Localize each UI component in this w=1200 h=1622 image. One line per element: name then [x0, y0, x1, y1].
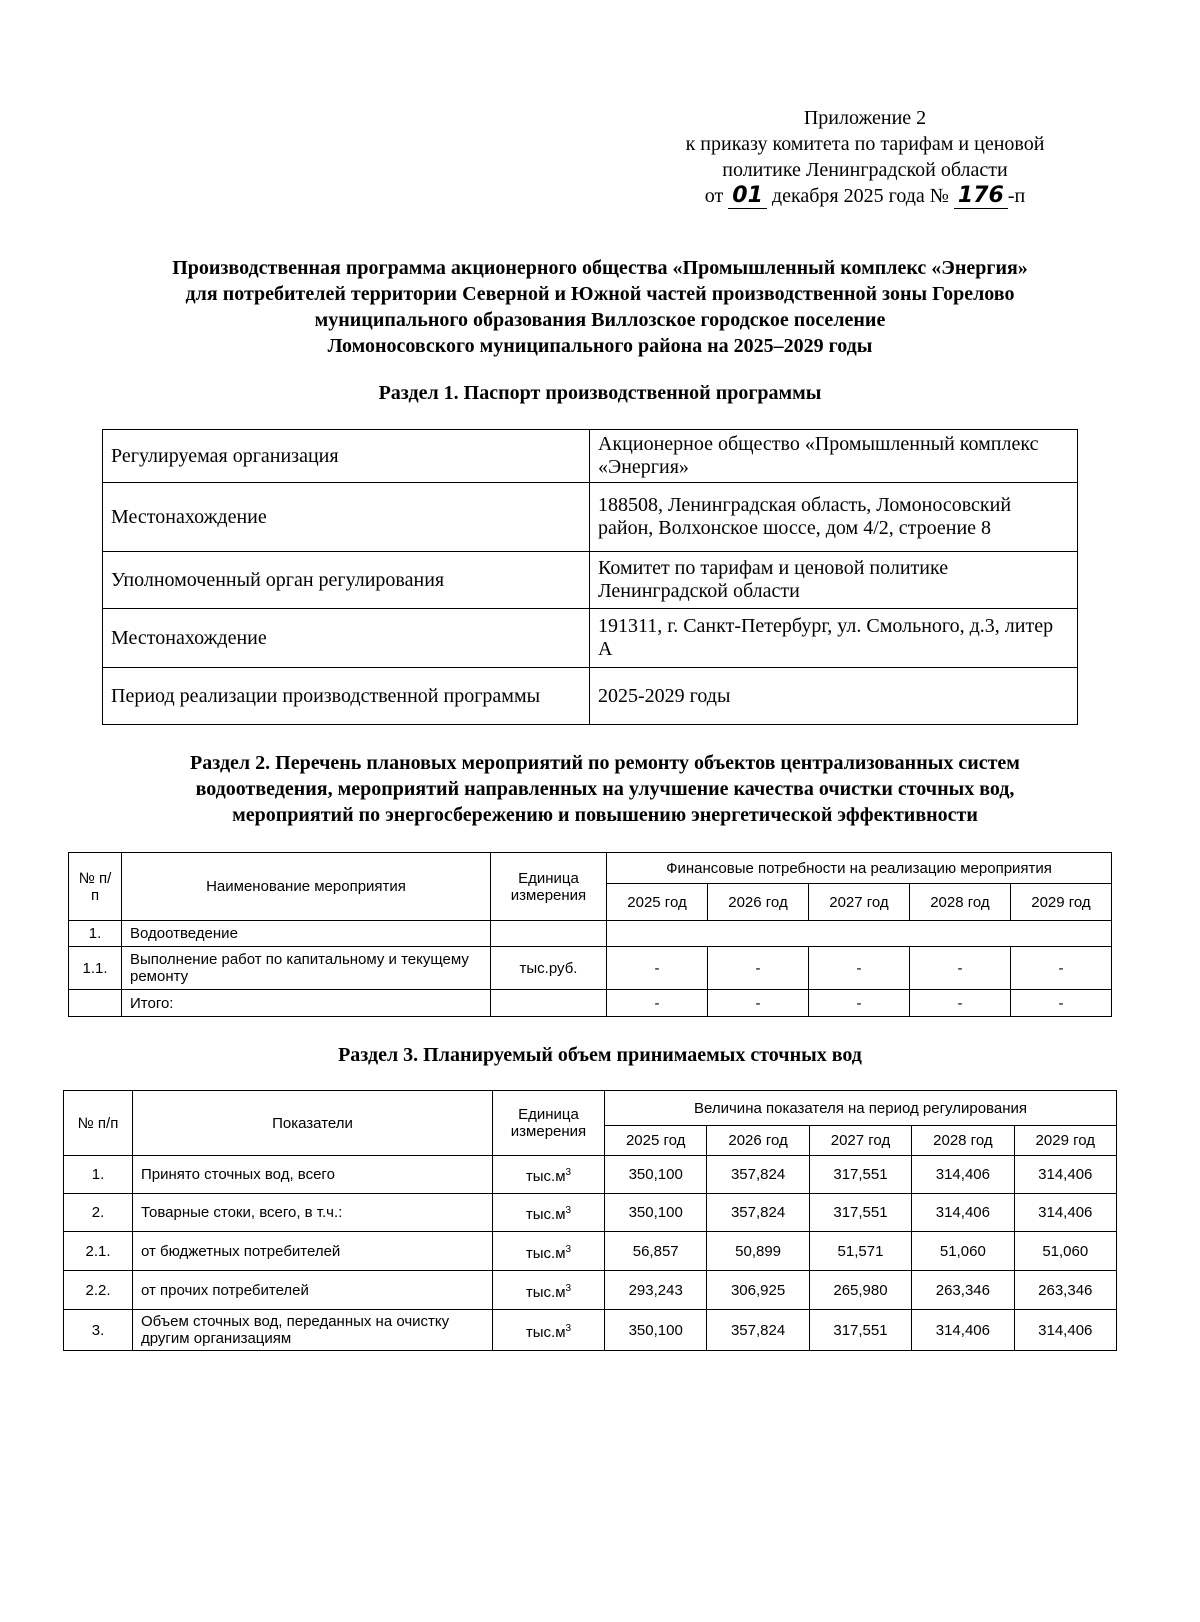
- table-row: [64, 1194, 1117, 1232]
- row-value: -: [808, 990, 909, 1017]
- header-year: 2027 год: [808, 884, 909, 921]
- table-row: [64, 1232, 1117, 1271]
- handwritten-day: 01: [728, 183, 767, 209]
- passport-value: Комитет по тарифам и ценовой политике Ленинградской области: [590, 552, 1078, 609]
- row-empty: [607, 921, 1112, 947]
- row-value: 293,243: [605, 1271, 707, 1310]
- heading-line: водоотведения, мероприятий направленных на улучшение качества очистки сточных вод,: [195, 778, 1015, 800]
- row-value: 263,346: [912, 1271, 1014, 1310]
- header-row: [64, 1091, 1117, 1126]
- row-value: -: [607, 947, 708, 990]
- passport-label: Уполномоченный орган регулирования: [103, 552, 590, 609]
- row-value: 357,824: [707, 1310, 809, 1351]
- row-unit: [491, 921, 607, 947]
- passport-table: [102, 429, 1078, 725]
- row-value: 314,406: [912, 1156, 1014, 1194]
- header-name: Показатели: [133, 1091, 493, 1156]
- row-num: 1.1.: [69, 947, 122, 990]
- row-value: 56,857: [605, 1232, 707, 1271]
- title-line: Производственная программа акционерного общества «Промышленный комплекс «Энергия»: [172, 257, 1028, 279]
- row-value: 317,551: [809, 1156, 911, 1194]
- row-value: 314,406: [1014, 1310, 1116, 1351]
- table-row: [64, 1156, 1117, 1194]
- row-value: 265,980: [809, 1271, 911, 1310]
- header-year: 2029 год: [1010, 884, 1111, 921]
- passport-value: 2025-2029 годы: [590, 668, 1078, 725]
- row-value: 317,551: [809, 1310, 911, 1351]
- header-year: 2027 год: [809, 1126, 911, 1156]
- row-unit: $тыс.м^3$: [493, 1194, 605, 1232]
- appendix-line: к приказу комитета по тарифам и ценовой: [685, 133, 1045, 155]
- passport-value: Акционерное общество «Промышленный комплекс «Энергия»: [590, 430, 1078, 483]
- row-value: 306,925: [707, 1271, 809, 1310]
- section3-heading: Раздел 3. Планируемый объем принимаемых сточных вод: [338, 1044, 862, 1066]
- table-row: [69, 947, 1112, 990]
- row-value: -: [909, 990, 1010, 1017]
- header-year: 2025 год: [605, 1126, 707, 1156]
- header-year: 2025 год: [607, 884, 708, 921]
- header-year: 2029 год: [1014, 1126, 1116, 1156]
- row-name: Водоотведение: [122, 921, 491, 947]
- row-name: Итого:: [122, 990, 491, 1017]
- title-line: для потребителей территории Северной и Южной частей производственной зоны Горелово: [185, 283, 1015, 305]
- heading-line: мероприятий по энергосбережению и повышению энергетической эффективности: [232, 804, 978, 826]
- row-unit: $тыс.м^3$: [493, 1232, 605, 1271]
- table-row: [64, 1271, 1117, 1310]
- row-value: 51,060: [1014, 1232, 1116, 1271]
- row-value: 51,060: [912, 1232, 1014, 1271]
- document-title: [60, 255, 1140, 359]
- row-name: Принято сточных вод, всего: [133, 1156, 493, 1194]
- passport-row: [103, 552, 1078, 609]
- row-value: 314,406: [912, 1310, 1014, 1351]
- passport-row: [103, 668, 1078, 725]
- order-date-line: [640, 183, 1090, 209]
- row-value: 50,899: [707, 1232, 809, 1271]
- row-value: 314,406: [912, 1194, 1014, 1232]
- row-num: 2.1.: [64, 1232, 133, 1271]
- appendix-header: [640, 105, 1090, 209]
- table-row: [69, 921, 1112, 947]
- number-suffix: -п: [1007, 185, 1026, 207]
- header-group: Величина показателя на период регулирования: [605, 1091, 1117, 1126]
- row-value: 357,824: [707, 1156, 809, 1194]
- row-value: -: [808, 947, 909, 990]
- row-value: -: [607, 990, 708, 1017]
- header-group: Финансовые потребности на реализацию мероприятия: [607, 853, 1112, 884]
- row-value: 350,100: [605, 1310, 707, 1351]
- row-value: 314,406: [1014, 1194, 1116, 1232]
- header-unit: Единица измерения: [493, 1091, 605, 1156]
- row-value: -: [707, 947, 808, 990]
- heading-line: Раздел 2. Перечень плановых мероприятий по ремонту объектов централизованных систем: [190, 752, 1020, 774]
- passport-value: 191311, г. Санкт-Петербург, ул. Смольного, д.3, литер А: [590, 609, 1078, 668]
- row-value: 51,571: [809, 1232, 911, 1271]
- passport-row: [103, 483, 1078, 552]
- row-value: 317,551: [809, 1194, 911, 1232]
- passport-label: Местонахождение: [103, 609, 590, 668]
- row-num: 1.: [69, 921, 122, 947]
- row-value: 314,406: [1014, 1156, 1116, 1194]
- unit-superscript: 3: [565, 1282, 572, 1294]
- section2-heading: [60, 750, 1150, 828]
- row-name: Объем сточных вод, переданных на очистку другим организациям: [133, 1310, 493, 1351]
- row-name: от бюджетных потребителей: [133, 1232, 493, 1271]
- passport-row: [103, 430, 1078, 483]
- passport-label: Период реализации производственной программы: [103, 668, 590, 725]
- row-num: 3.: [64, 1310, 133, 1351]
- header-unit: Единица измерения: [491, 853, 607, 921]
- wastewater-volume-table: [63, 1090, 1117, 1351]
- table-row: [64, 1310, 1117, 1351]
- passport-label: Местонахождение: [103, 483, 590, 552]
- header-name: Наименование мероприятия: [122, 853, 491, 921]
- appendix-line: политике Ленинградской области: [722, 159, 1008, 181]
- row-name: Выполнение работ по капитальному и текущему ремонту: [122, 947, 491, 990]
- row-value: 357,824: [707, 1194, 809, 1232]
- date-middle: декабря 2025 года №: [771, 185, 949, 207]
- row-value: -: [707, 990, 808, 1017]
- row-value: 350,100: [605, 1156, 707, 1194]
- table-row: [69, 990, 1112, 1017]
- activities-table: [68, 852, 1112, 1017]
- header-num: № п/п: [64, 1091, 133, 1156]
- row-unit: тыс.руб.: [491, 947, 607, 990]
- row-unit: $тыс.м^3$: [493, 1310, 605, 1351]
- header-year: 2028 год: [912, 1126, 1014, 1156]
- row-unit: $тыс.м^3$: [493, 1156, 605, 1194]
- section1-heading: Раздел 1. Паспорт производственной программы: [378, 382, 822, 404]
- row-value: 350,100: [605, 1194, 707, 1232]
- header-year: 2026 год: [707, 884, 808, 921]
- row-num: [69, 990, 122, 1017]
- header-row: [69, 853, 1112, 884]
- row-value: 263,346: [1014, 1271, 1116, 1310]
- appendix-title: Приложение 2: [803, 107, 927, 129]
- title-line: Ломоносовского муниципального района на 2025–2029 годы: [327, 335, 873, 357]
- title-line: муниципального образования Виллозское городское поселение: [314, 309, 886, 331]
- passport-row: [103, 609, 1078, 668]
- date-prefix: от: [704, 185, 724, 207]
- row-num: 2.2.: [64, 1271, 133, 1310]
- unit-superscript: 3: [565, 1205, 572, 1216]
- row-unit: $тыс.м^3$: [493, 1271, 605, 1310]
- passport-value: 188508, Ленинградская область, Ломоносовский район, Волхонское шоссе, дом 4/2, строение 8: [590, 483, 1078, 552]
- header-num: № п/п: [69, 853, 122, 921]
- row-unit: [491, 990, 607, 1017]
- row-value: -: [1010, 947, 1111, 990]
- row-num: 1.: [64, 1156, 133, 1194]
- handwritten-number: 176: [954, 183, 1008, 209]
- row-num: 2.: [64, 1194, 133, 1232]
- unit-superscript: 3: [565, 1243, 572, 1255]
- header-year: 2028 год: [909, 884, 1010, 921]
- row-value: -: [909, 947, 1010, 990]
- header-year: 2026 год: [707, 1126, 809, 1156]
- passport-label: Регулируемая организация: [103, 430, 590, 483]
- row-value: -: [1010, 990, 1111, 1017]
- row-name: от прочих потребителей: [133, 1271, 493, 1310]
- unit-superscript: 3: [565, 1322, 572, 1334]
- row-name: Товарные стоки, всего, в т.ч.:: [133, 1194, 493, 1232]
- unit-superscript: 3: [565, 1167, 572, 1178]
